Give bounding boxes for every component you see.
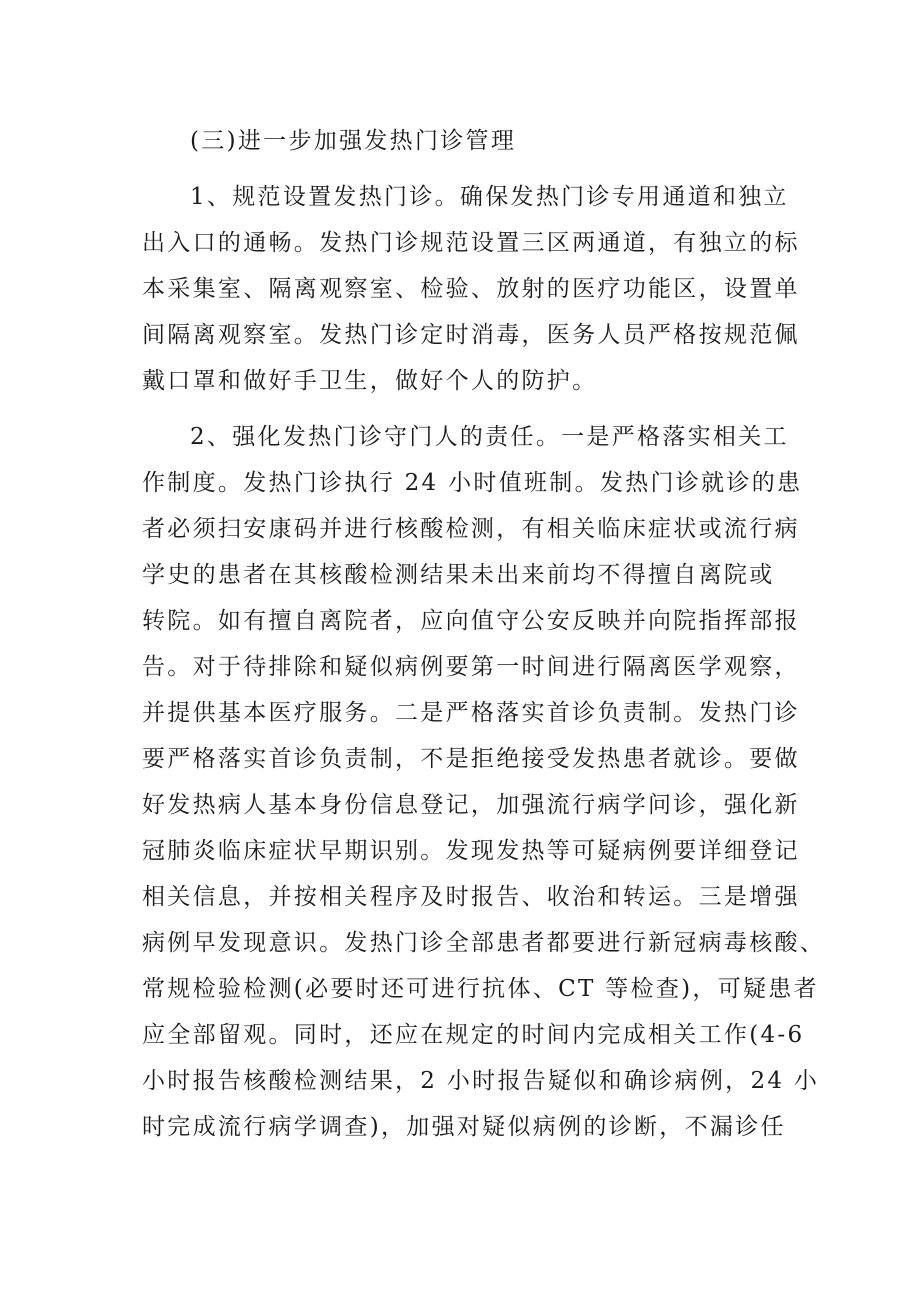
section-heading: (三)进一步加强发热门诊管理 <box>190 128 517 154</box>
paragraph-line: 者必须扫安康码并进行核酸检测，有相关临床症状或流行病 <box>142 516 800 542</box>
paragraph-line: 1、规范设置发热门诊。确保发热门诊专用通道和独立 <box>190 184 789 210</box>
paragraph-2 <box>142 414 826 1150</box>
paragraph-line: 应全部留观。同时，还应在规定的时间内完成相关工作(4-6 <box>142 1022 805 1048</box>
document-body <box>142 118 826 1150</box>
paragraph-line: 冠肺炎临床症状早期识别。发现发热等可疑病例要详细登记 <box>142 838 800 864</box>
paragraph-1 <box>142 174 802 404</box>
paragraph-line: 作制度。发热门诊执行 24 小时值班制。发热门诊就诊的患 <box>142 470 803 496</box>
paragraph-line: 间隔离观察室。发热门诊定时消毒，医务人员严格按规范佩 <box>142 322 800 348</box>
paragraph-line: 2、强化发热门诊守门人的责任。一是严格落实相关工 <box>190 424 789 450</box>
paragraph-line: 转院。如有擅自离院者，应向值守公安反映并向院指挥部报 <box>142 608 800 634</box>
paragraph-line: 本采集室、隔离观察室、检验、放射的医疗功能区，设置单 <box>142 276 800 302</box>
paragraph-line: 小时报告核酸检测结果，2 小时报告疑似和确诊病例，24 小 <box>142 1068 820 1094</box>
paragraph-line: 戴口罩和做好手卫生，做好个人的防护。 <box>142 368 598 394</box>
paragraph-line: 告。对于待排除和疑似病例要第一时间进行隔离医学观察， <box>142 654 800 680</box>
paragraph-line: 要严格落实首诊负责制，不是拒绝接受发热患者就诊。要做 <box>142 746 800 772</box>
paragraph-line: 出入口的通畅。发热门诊规范设置三区两通道，有独立的标 <box>142 230 800 256</box>
paragraph-line: 学史的患者在其核酸检测结果未出来前均不得擅自离院或 <box>142 562 775 588</box>
paragraph-line: 时完成流行病学调查)，加强对疑似病例的诊断，不漏诊任 <box>142 1114 786 1140</box>
paragraph-line: 病例早发现意识。发热门诊全部患者都要进行新冠病毒核酸、 <box>142 930 826 956</box>
paragraph-line: 相关信息，并按相关程序及时报告、收治和转运。三是增强 <box>142 884 800 910</box>
paragraph-line: 并提供基本医疗服务。二是严格落实首诊负责制。发热门诊 <box>142 700 800 726</box>
paragraph-line: 常规检验检测(必要时还可进行抗体、CT 等检查)，可疑患者 <box>142 976 819 1002</box>
paragraph-line: 好发热病人基本身份信息登记，加强流行病学问诊，强化新 <box>142 792 800 818</box>
